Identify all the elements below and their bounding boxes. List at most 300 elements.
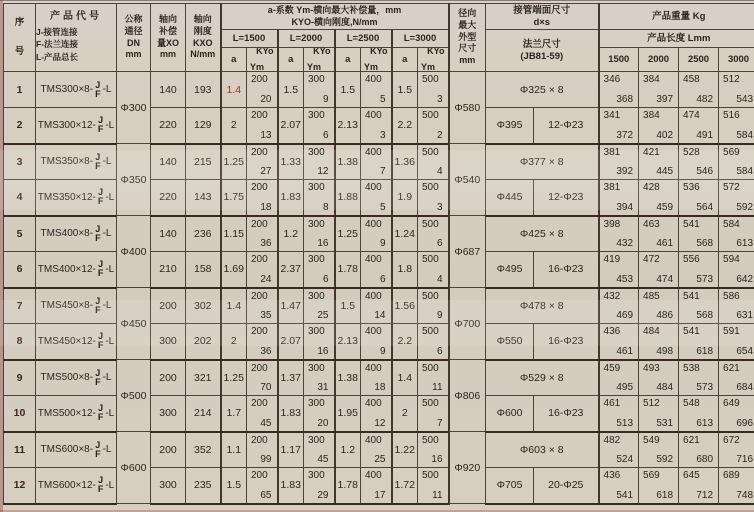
a-value: 2.2 <box>392 108 418 144</box>
weight-bottom: 564 <box>696 201 714 213</box>
ym-value: 500 <box>422 110 439 121</box>
row-number: 3 <box>4 144 36 180</box>
kyo-value: 3 <box>436 94 443 105</box>
product-code <box>36 369 116 387</box>
weight-top: 649 <box>723 398 740 409</box>
header-length-2000: 2000 <box>639 48 679 72</box>
weight-top: 528 <box>683 146 700 158</box>
code-f: F <box>97 268 104 279</box>
product-code <box>36 260 116 278</box>
kyo-value: 4 <box>436 273 443 285</box>
kyo-value: 5 <box>379 201 386 213</box>
weight-cell <box>719 432 754 468</box>
table-row <box>4 468 754 504</box>
ym-kyo-cell <box>418 396 449 432</box>
weight-top: 346 <box>603 74 621 85</box>
weight-cell <box>679 360 719 396</box>
kxo-cell: 235 <box>186 468 221 504</box>
weight-cell <box>719 324 754 360</box>
flange-title: 法兰尺寸 <box>522 38 561 50</box>
code-prefix: TMS500×12- <box>37 407 96 419</box>
kxo-cell: 202 <box>186 324 221 360</box>
ym-kyo-cell <box>361 144 392 180</box>
row-number: 6 <box>4 252 36 288</box>
weight-bottom: 469 <box>616 310 634 321</box>
kxo-cell: 143 <box>186 180 221 216</box>
a-value: 2.07 <box>278 108 304 144</box>
radial-max-cell: Φ920 <box>449 432 486 504</box>
weight-top: 458 <box>683 74 700 85</box>
ym-value: 200 <box>251 362 268 374</box>
weight-top: 572 <box>723 182 740 193</box>
weight-cell <box>599 144 639 180</box>
product-code-cell <box>36 396 117 432</box>
a-value: 1.5 <box>335 288 361 324</box>
weight-cell <box>719 468 754 504</box>
ym-kyo-cell <box>247 288 278 324</box>
table-body <box>4 72 754 504</box>
flange-diameter-cell: Φ550 <box>486 324 534 360</box>
kyo-value: 9 <box>436 310 443 321</box>
kyo-value: 6 <box>436 345 443 357</box>
xo-cell: 140 <box>151 144 186 180</box>
product-code <box>36 404 116 422</box>
a-value: 1.15 <box>221 216 247 252</box>
weight-bottom: 573 <box>696 273 714 285</box>
kyo-value: 2 <box>436 129 443 141</box>
dn-cell: Φ500 <box>117 360 151 432</box>
kyo-value: 11 <box>432 489 443 501</box>
kxo-cell: 321 <box>186 360 221 396</box>
ym-kyo-cell <box>247 144 278 180</box>
weight-top: 569 <box>643 470 660 481</box>
code-f: F <box>97 412 104 423</box>
connection-type-stack <box>97 116 105 134</box>
weight-cell <box>599 108 639 144</box>
kyo-value: 11 <box>432 382 443 393</box>
kyo-value: 99 <box>260 454 272 465</box>
ym-value: 400 <box>365 470 382 481</box>
a-value: 2 <box>392 396 418 432</box>
row-number: 10 <box>4 396 36 432</box>
ym-value: 500 <box>422 362 439 374</box>
kyo-value: 29 <box>317 489 329 501</box>
ym-kyo-cell <box>418 288 449 324</box>
ym-value: 500 <box>422 182 439 193</box>
weight-bottom: 680 <box>696 454 714 465</box>
weight-top: 421 <box>643 146 660 158</box>
a-value: 1.33 <box>278 144 304 180</box>
code-j: J <box>98 331 104 342</box>
code-f: F <box>97 196 104 207</box>
kyo-value: 9 <box>379 345 386 357</box>
kyo-value: 27 <box>260 166 272 177</box>
flange-bolts-cell: 12-Φ23 <box>534 108 599 144</box>
header-ym-kyo: Ym KYo <box>304 48 335 72</box>
header-length-3000: 3000 <box>719 48 754 72</box>
ym-kyo-cell <box>247 324 278 360</box>
a-value: 1.7 <box>221 396 247 432</box>
a-value: 1.5 <box>278 72 304 108</box>
kxo-cell: 236 <box>186 216 221 252</box>
weight-bottom: 748 <box>736 489 754 501</box>
pipe-end-dxs: d×s <box>533 16 551 28</box>
ym-value: 300 <box>308 362 325 374</box>
weight-bottom: 524 <box>616 454 634 465</box>
ym-value: 200 <box>251 254 268 265</box>
header-a: a <box>335 48 361 72</box>
weight-cell <box>639 288 679 324</box>
ym-kyo-cell <box>418 432 449 468</box>
product-code <box>36 441 116 459</box>
weight-bottom: 613 <box>736 238 754 249</box>
weight-top: 594 <box>723 254 740 265</box>
weight-top: 569 <box>723 146 740 158</box>
ym-value: 200 <box>251 398 268 409</box>
code-prefix: TMS600×8- <box>40 444 94 456</box>
a-value: 1.4 <box>392 360 418 396</box>
a-value: 1.83 <box>278 180 304 216</box>
a-value: 1.17 <box>278 432 304 468</box>
weight-cell <box>679 180 719 216</box>
kyo-value: 45 <box>260 417 272 429</box>
weight-top: 584 <box>723 218 740 230</box>
ym-value: 400 <box>365 290 382 302</box>
pipe-end-size-cell: Φ377 × 8 <box>486 144 599 180</box>
weight-cell <box>679 468 719 504</box>
row-number: 11 <box>4 432 36 468</box>
weight-top: 472 <box>643 254 660 265</box>
header-ym-kyo: Ym KYo <box>361 48 392 72</box>
weight-cell <box>719 216 754 252</box>
a-value: 1.36 <box>392 144 418 180</box>
a-value: 1.78 <box>335 468 361 504</box>
ym-value: 400 <box>365 254 382 265</box>
weight-top: 461 <box>603 398 621 409</box>
code-j: J <box>98 475 104 486</box>
kyo-value: 6 <box>436 238 443 249</box>
code-prefix: TMS350×8- <box>40 156 94 168</box>
header-length-2500: 2500 <box>679 48 719 72</box>
ym-kyo-cell <box>247 252 278 288</box>
a-value: 1.4 <box>221 72 247 108</box>
ym-kyo-cell <box>247 360 278 396</box>
ym-kyo-cell <box>247 396 278 432</box>
connection-type-stack <box>94 153 102 171</box>
weight-top: 541 <box>683 290 700 302</box>
product-code-cell <box>36 180 117 216</box>
a-value: 1.25 <box>335 216 361 252</box>
a-value: 1.4 <box>221 288 247 324</box>
ym-value: 300 <box>308 434 325 446</box>
code-j: J <box>95 367 101 378</box>
ym-kyo-cell <box>247 108 278 144</box>
weight-top: 459 <box>603 362 621 374</box>
ym-kyo-cell <box>247 468 278 504</box>
kyo-value: 25 <box>374 454 386 465</box>
weight-top: 341 <box>603 110 621 121</box>
legend-l: L-产品总长 <box>36 52 79 63</box>
weight-top: 482 <box>603 434 621 446</box>
code-suffix: -L <box>105 335 115 347</box>
ym-kyo-cell <box>304 468 335 504</box>
connection-type-stack <box>94 369 102 387</box>
pipe-end-size-cell: Φ529 × 8 <box>486 360 599 396</box>
a-value: 1.75 <box>221 180 247 216</box>
a-value: 1.38 <box>335 144 361 180</box>
code-suffix: -L <box>102 228 112 240</box>
a-value: 1.9 <box>392 180 418 216</box>
a-value: 1.24 <box>392 216 418 252</box>
a-value: 1.37 <box>278 360 304 396</box>
weight-top: 536 <box>683 182 700 193</box>
ym-value: 400 <box>365 326 382 337</box>
a-value: 2 <box>221 108 247 144</box>
code-f: F <box>97 340 104 351</box>
header-flange <box>486 30 599 72</box>
weight-top: 672 <box>723 434 740 446</box>
code-prefix: TMS500×8- <box>40 372 94 384</box>
header-dn: 公称 通径 DN mm <box>117 4 151 72</box>
ym-kyo-cell <box>418 360 449 396</box>
kyo-value: 7 <box>436 417 443 429</box>
code-prefix: TMS300×12- <box>37 119 96 131</box>
weight-bottom: 684 <box>736 382 754 393</box>
ym-value: 500 <box>422 326 439 337</box>
flange-bolts-cell: 20-Φ25 <box>534 468 599 504</box>
code-f: F <box>97 484 104 495</box>
weight-bottom: 486 <box>656 310 674 321</box>
header-length-1500: 1500 <box>599 48 639 72</box>
weight-bottom: 474 <box>656 273 674 285</box>
a-value: 1.78 <box>335 252 361 288</box>
table-row <box>4 108 754 144</box>
code-j: J <box>95 223 101 234</box>
ym-value: 200 <box>251 470 268 481</box>
product-code-cell <box>36 144 117 180</box>
ym-kyo-cell <box>361 72 392 108</box>
weight-bottom: 696 <box>736 417 754 429</box>
kyo-value: 12 <box>374 417 386 429</box>
product-code-cell <box>36 468 117 504</box>
ym-value: 200 <box>251 74 268 85</box>
weight-bottom: 613 <box>696 417 714 429</box>
weight-top: 436 <box>603 470 621 481</box>
ym-kyo-cell <box>304 432 335 468</box>
weight-top: 381 <box>603 146 621 158</box>
code-j: J <box>95 295 101 306</box>
product-code <box>36 116 116 134</box>
radial-max-cell: Φ700 <box>449 288 486 360</box>
code-suffix: -L <box>105 263 115 275</box>
product-code-cell <box>36 216 117 252</box>
weight-bottom: 584 <box>736 166 754 177</box>
ym-kyo-cell <box>361 252 392 288</box>
weight-top: 556 <box>683 254 700 265</box>
ym-value: 300 <box>308 74 325 85</box>
weight-top: 689 <box>723 470 740 481</box>
ym-value: 200 <box>251 218 268 230</box>
weight-bottom: 712 <box>696 489 714 501</box>
ym-kyo-cell <box>361 108 392 144</box>
kyo-value: 6 <box>322 273 329 285</box>
weight-cell <box>719 180 754 216</box>
code-f: F <box>95 160 101 171</box>
weight-cell <box>639 216 679 252</box>
code-suffix: -L <box>105 119 115 131</box>
connection-type-stack <box>94 441 102 459</box>
product-code <box>36 81 116 99</box>
ym-value: 500 <box>422 470 439 481</box>
row-number: 4 <box>4 180 36 216</box>
weight-bottom: 392 <box>616 166 634 177</box>
weight-cell <box>679 108 719 144</box>
code-f: F <box>97 124 104 135</box>
kyo-value: 18 <box>374 382 386 393</box>
a-value: 2.07 <box>278 324 304 360</box>
header-l1500: L=1500 <box>221 30 278 48</box>
weight-bottom: 397 <box>656 94 674 105</box>
weight-cell <box>719 72 754 108</box>
weight-cell <box>639 180 679 216</box>
pipe-end-size-cell: Φ478 × 8 <box>486 288 599 324</box>
ym-kyo-cell <box>247 432 278 468</box>
xo-cell: 200 <box>151 288 186 324</box>
ym-value: 500 <box>422 74 439 85</box>
ym-value: 300 <box>308 290 325 302</box>
xo-cell: 220 <box>151 180 186 216</box>
ym-kyo-cell <box>418 216 449 252</box>
weight-bottom: 513 <box>616 417 634 429</box>
xo-cell: 200 <box>151 360 186 396</box>
dn-cell: Φ450 <box>117 288 151 360</box>
ym-value: 200 <box>251 434 268 446</box>
header-product-code <box>36 4 117 72</box>
weight-top: 516 <box>723 110 740 121</box>
weight-top: 398 <box>603 218 621 230</box>
header-ym-kyo: Ym KYo <box>247 48 278 72</box>
weight-cell <box>639 252 679 288</box>
connection-type-stack <box>97 260 105 278</box>
weight-top: 621 <box>683 434 700 446</box>
ym-kyo-cell <box>361 468 392 504</box>
ym-value: 300 <box>308 254 325 265</box>
group-title-line1: a-系数 Ym-横向最大补偿量，mm <box>267 4 402 15</box>
weight-bottom: 482 <box>696 94 714 105</box>
weight-top: 621 <box>723 362 740 374</box>
weight-bottom: 568 <box>696 238 714 249</box>
table-row <box>4 360 754 396</box>
code-prefix: TMS400×8- <box>40 228 94 240</box>
weight-cell <box>679 288 719 324</box>
flange-diameter-cell: Φ705 <box>486 468 534 504</box>
weight-top: 493 <box>643 362 660 374</box>
weight-bottom: 372 <box>616 129 634 141</box>
ym-value: 300 <box>308 218 325 230</box>
weight-cell <box>639 108 679 144</box>
code-suffix: -L <box>102 372 112 384</box>
weight-top: 484 <box>643 326 660 337</box>
weight-cell <box>599 216 639 252</box>
a-value: 1.72 <box>392 468 418 504</box>
code-suffix: -L <box>105 479 115 491</box>
weight-cell <box>639 396 679 432</box>
code-f: F <box>95 376 101 387</box>
kyo-value: 18 <box>260 201 272 213</box>
a-value: 1.69 <box>221 252 247 288</box>
kyo-value: 36 <box>260 238 272 249</box>
ym-value: 400 <box>365 182 382 193</box>
table-row <box>4 252 754 288</box>
pipe-end-size-cell: Φ425 × 8 <box>486 216 599 252</box>
connection-type-stack <box>94 81 102 99</box>
ym-value: 400 <box>365 74 382 85</box>
xo-cell: 300 <box>151 468 186 504</box>
legend-j: J-接管连接 <box>36 26 78 37</box>
weight-cell <box>599 180 639 216</box>
dn-cell: Φ400 <box>117 216 151 288</box>
xo-cell: 300 <box>151 396 186 432</box>
ym-kyo-cell <box>304 360 335 396</box>
weight-cell <box>719 144 754 180</box>
weight-top: 548 <box>683 398 700 409</box>
row-number: 9 <box>4 360 36 396</box>
weight-cell <box>719 396 754 432</box>
weight-bottom: 394 <box>616 201 634 213</box>
header-num-top: 序 <box>14 17 25 29</box>
code-legend <box>36 26 116 64</box>
row-number: 7 <box>4 288 36 324</box>
dn-cell: Φ600 <box>117 432 151 504</box>
header-a: a <box>392 48 418 72</box>
ym-kyo-cell <box>304 72 335 108</box>
ym-kyo-cell <box>418 468 449 504</box>
xo-cell: 200 <box>151 432 186 468</box>
code-prefix: TMS450×8- <box>40 300 94 312</box>
weight-bottom: 546 <box>696 166 714 177</box>
ym-value: 400 <box>365 110 382 121</box>
kxo-cell: 129 <box>186 108 221 144</box>
weight-bottom: 432 <box>616 238 634 249</box>
weight-cell <box>639 468 679 504</box>
weight-cell <box>599 360 639 396</box>
weight-bottom: 543 <box>736 94 754 105</box>
weight-top: 419 <box>603 254 621 265</box>
kyo-value: 12 <box>317 166 329 177</box>
connection-type-stack <box>97 476 105 494</box>
pipe-end-title: 接管端面尺寸 <box>513 4 571 16</box>
product-code <box>36 476 116 494</box>
a-value: 1.2 <box>278 216 304 252</box>
kyo-value: 5 <box>379 94 386 105</box>
product-code-cell <box>36 288 117 324</box>
a-value: 2.13 <box>335 108 361 144</box>
table-row <box>4 144 754 180</box>
weight-bottom: 484 <box>656 382 674 393</box>
flange-bolts-cell: 12-Φ23 <box>534 180 599 216</box>
table-header <box>4 4 754 72</box>
weight-bottom: 498 <box>656 345 674 357</box>
a-value: 1.25 <box>221 144 247 180</box>
kxo-cell: 215 <box>186 144 221 180</box>
kxo-cell: 158 <box>186 252 221 288</box>
weight-cell <box>639 144 679 180</box>
ym-kyo-cell <box>418 108 449 144</box>
flange-bolts-cell: 16-Φ23 <box>534 396 599 432</box>
code-f: F <box>95 448 101 459</box>
kyo-value: 31 <box>317 382 329 393</box>
weight-cell <box>639 432 679 468</box>
